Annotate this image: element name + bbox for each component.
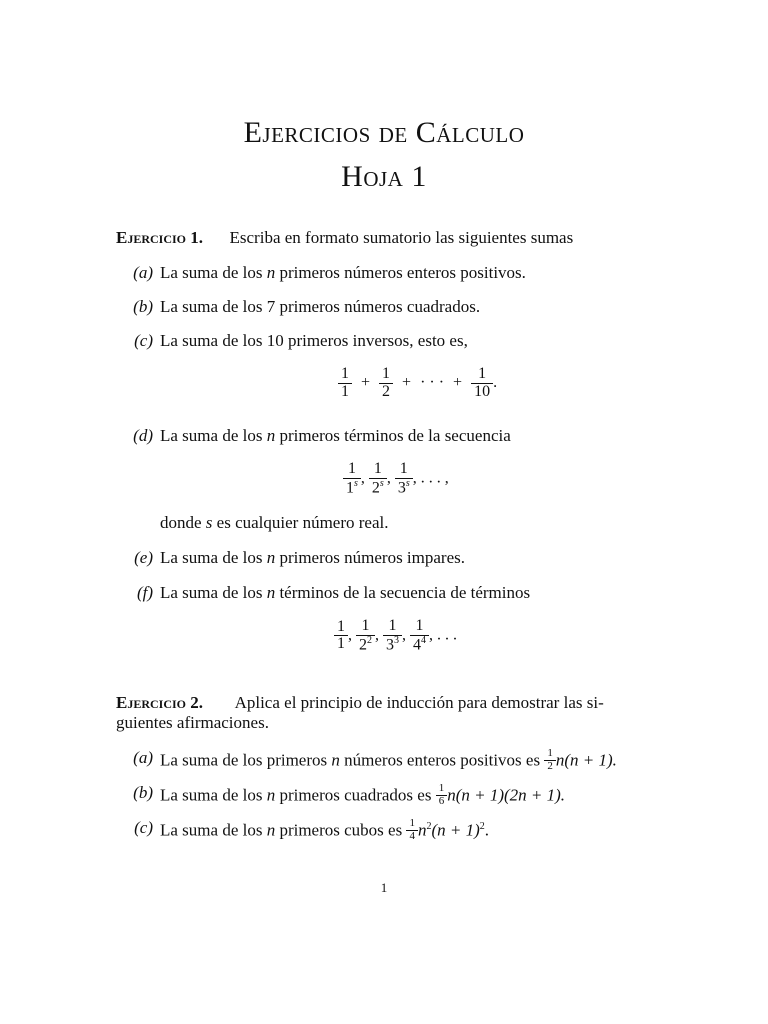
item-label: (d) (133, 426, 153, 445)
item-text: La suma de los (160, 583, 267, 602)
fraction: $\frac{1}{3^3}$ (383, 618, 402, 654)
item-text: primeros cubos es (275, 820, 407, 840)
variable: n (266, 548, 276, 567)
ellipsis: , . . . , (412, 469, 449, 487)
ellipsis: , . . . (429, 626, 457, 644)
exercise-1-heading: Ejercicio 1. (116, 228, 204, 247)
item-text: primeros cuadrados es (275, 785, 436, 805)
exercise-2-item-a (160, 748, 617, 772)
plus-sign: + (453, 373, 463, 391)
item-text: La suma de los (160, 426, 267, 445)
page-number: 1 (380, 880, 388, 895)
item-label: (f) (136, 583, 153, 602)
item-text: primeros números enteros positivos. (275, 263, 526, 282)
fraction: $\frac{1}{3^s}$ (395, 461, 413, 497)
variable: n (266, 820, 276, 840)
variable: s (205, 513, 213, 532)
exercise-2-intro-line2: guientes afirmaciones. (116, 713, 269, 732)
exercise-1-item-d (160, 426, 511, 446)
exercise-1-item-a (160, 263, 526, 283)
expression: (n + 1) (431, 820, 480, 840)
exercise-1-item-c: La suma de los 10 primeros inversos, esto es, (160, 331, 468, 350)
item-label: (e) (134, 548, 153, 567)
period: . (484, 820, 490, 840)
formula-c (338, 366, 497, 401)
plus-sign: + (402, 373, 412, 391)
item-label: (a) (133, 748, 153, 767)
item-label: (a) (133, 263, 153, 282)
item-text: La suma de los primeros (160, 750, 332, 770)
item-text: La suma de los (160, 548, 267, 567)
exercise-1-item-f (160, 583, 530, 603)
item-label: (c) (134, 818, 153, 837)
variable: n (266, 785, 276, 805)
formula-f: $\frac{1}{1}$ , $\frac{1}{2^2}$ , $\frac{1}{3^3}$ , $\frac{1}{4^4}$ , . . . (334, 618, 457, 654)
exercise-1-header (116, 228, 573, 248)
variable: n (331, 750, 340, 770)
exercise-1-item-e (160, 548, 465, 568)
item-text: números enteros positivos es (339, 750, 545, 770)
exercise-1-intro: Escriba en formato sumatorio las siguientes sumas (229, 228, 574, 247)
item-text: términos de la secuencia de términos (275, 583, 531, 602)
variable: n (266, 426, 276, 445)
exercise-2-item-c (160, 818, 489, 842)
fraction: $\frac{1}{2^s}$ (369, 461, 387, 497)
expression: n (417, 820, 427, 840)
expression: n(n + 1)(2n + 1). (447, 785, 566, 805)
exponent: 2 (479, 820, 485, 832)
fraction: $\frac{1}{2^2}$ (356, 618, 375, 654)
title-line1: Ejercicios de Cálculo (243, 116, 525, 149)
fraction: $\frac{1}{4}$ (406, 818, 418, 842)
formula-d: $\frac{1}{1^s}$ , $\frac{1}{2^s}$ , $\frac{1}{3^s}$ , . . . , (343, 461, 449, 497)
exercise-2-header (116, 693, 604, 713)
item-text: La suma de los (160, 263, 267, 282)
exercise-2-intro-line1: Aplica el principio de inducción para demostrar las si- (234, 693, 604, 712)
item-label: (c) (134, 331, 153, 350)
fraction: $\frac{1}{1}$ (334, 619, 348, 654)
title-line2: Hoja 1 (341, 160, 427, 193)
exercise-1-item-b: La suma de los 7 primeros números cuadrados. (160, 297, 481, 316)
fraction: $\frac{1}{2}$ (379, 366, 393, 401)
item-text: primeros números impares. (275, 548, 465, 567)
period: . (493, 373, 498, 391)
fraction: $\frac{1}{2}$ (544, 748, 556, 772)
item-text: donde (160, 513, 206, 532)
plus-sign: + (361, 373, 371, 391)
item-text: es cualquier número real. (212, 513, 389, 532)
note-d (160, 513, 388, 533)
expression: n(n + 1). (555, 750, 617, 770)
fraction: $\frac{1}{6}$ (436, 783, 448, 807)
item-text: La suma de los (160, 785, 267, 805)
exponent: 2 (426, 820, 432, 832)
exercise-2-item-b (160, 783, 565, 807)
fraction: $\frac{1}{4^4}$ (410, 618, 429, 654)
variable: n (266, 583, 276, 602)
exercise-2-heading: Ejercicio 2. (116, 693, 204, 712)
variable: n (266, 263, 276, 282)
item-text: La suma de los (160, 820, 267, 840)
fraction: $\frac{1}{1^s}$ (343, 461, 361, 497)
item-text: primeros términos de la secuencia (275, 426, 511, 445)
fraction: $\frac{1}{10}$ (471, 366, 493, 401)
item-label: (b) (133, 297, 153, 316)
item-label: (b) (133, 783, 153, 802)
fraction: $\frac{1}{1}$ (338, 366, 352, 401)
ellipsis: · · · (420, 373, 445, 391)
